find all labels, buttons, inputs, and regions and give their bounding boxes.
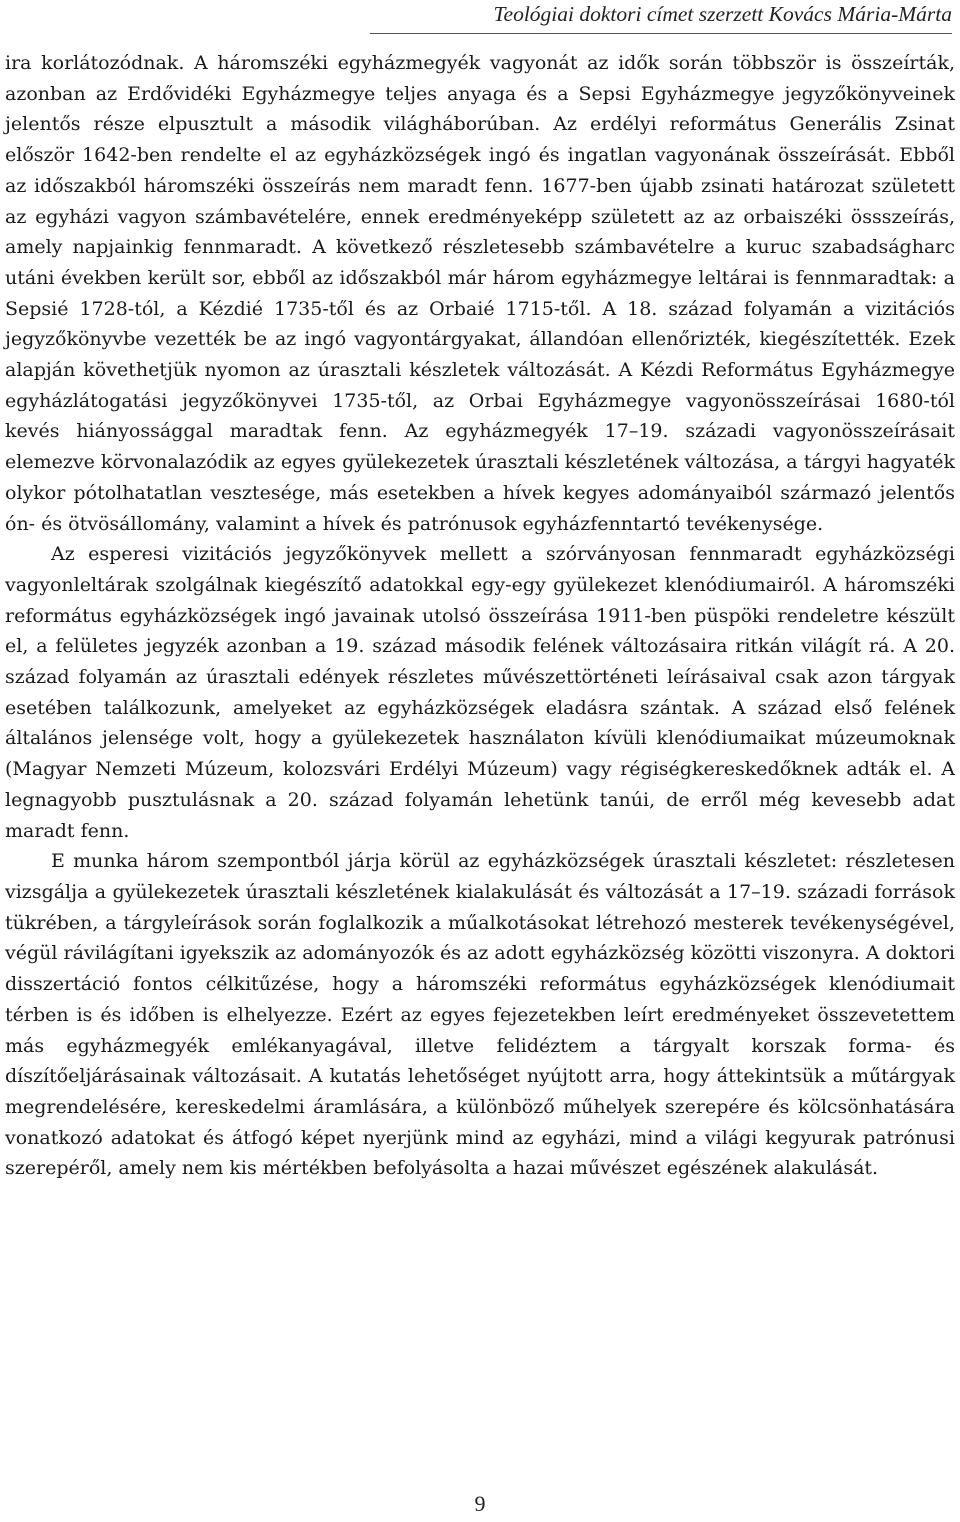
page-number: 9 <box>474 1491 486 1516</box>
paragraph-2: Az esperesi vizitációs jegyzőkönyvek mellett a szórványosan fennmaradt egyházközségi vagyonleltárak szolgálnak kiegészítő adatokkal egy-egy gyülekezet klenódiumairól. A háromszéki református egyházközségek ingó javainak utolsó összeírása 1911-ben püspöki rendeletre készült el, a felületes jegyzék azonban a 19. század második felének változásaira ritkán világít rá. A 20. század folyamán az úrasztali edények részletes művészettörténeti leírásaival csak azon tárgyak esetében találkozunk, amelyeket az egyházközségek eladásra szántak. A század első felének általános jelensége volt, hogy a gyülekezetek használaton kívüli klenódiumaikat múzeumoknak (Magyar Nemzeti Múzeum, kolozsvári Erdélyi Múzeum) vagy régiségkereskedőknek adták el. A legnagyobb pusztulásnak a 20. század folyamán lehetünk tanúi, de erről még kevesebb adat maradt fenn. <box>5 543 955 842</box>
paragraph-1: ira korlátozódnak. A háromszéki egyházmegyék vagyonát az idők során többször is összeírták, azonban az Erdővidéki Egyházmegye teljes anyaga és a Sepsi Egyházmegye jegyzőkönyveinek jelentős része elpusztult a második világháborúban. Az erdélyi református Generális Zsinat először 1642-ben rendelte el az egyházközségek ingó és ingatlan vagyonának összeírását. Ebből az időszakból háromszéki összeírás nem maradt fenn. 1677-ben újabb zsinati határozat született az egyházi vagyon számbavételére, ennek eredményeképp született az az orbaiszéki össszeírás, amely napjainkig fennmaradt. A következő részletesebb számbavételre a kuruc szabadságharc utáni években került sor, ebből az időszakból már három egyházmegye leltárai is fennmaradtak: a Sepsié 1728-tól, a Kézdié 1735-től és az Orbaié 1715-től. A 18. század folyamán a vizitációs jegyzőkönyvbe vezették be az ingó vagyontárgyakat, állandóan ellenőrizték, kiegészítették. Ezek alapján követhetjük nyomon az úrasztali készletek változását. A Kézdi Református Egyházmegye egyházlátogatási jegyzőkönyvei 1735-től, az Orbai Egyházmegye vagyonösszeírásai 1680-tól kevés hiányossággal maradtak fenn. Az egyházmegyék 17–19. századi vagyonösszeírásait elemezve körvonalazódik az egyes gyülekezetek úrasztali készletének változása, a tárgyi hagyaték olykor pótolhatatlan vesztesége, más esetekben a hívek kegyes adományaiból származó jelentős ón- és ötvösállomány, valamint a hívek és patrónusok egyházfenntartó tevékenysége. <box>5 52 955 535</box>
running-header <box>370 0 952 34</box>
body-text <box>5 48 955 1184</box>
paragraph-3: E munka három szempontból járja körül az egyházközségek úrasztali készletet: részletesen vizsgálja a gyülekezetek úrasztali készletének kialakulását és változását a 17–19. századi források tükrében, a tárgyleírások során foglalkozik a műalkotásokat létrehozó mesterek tevékenységével, végül rávilágítani igyekszik az adományozók és az adott egyházközség közötti viszonyra. A doktori disszertáció fontos célkitűzése, hogy a háromszéki református egyházközségek klenódiumait térben is és időben is elhelyezze. Ezért az egyes fejezetekben leírt eredményeket összevetettem más egyházmegyék emlékanyagával, illetve felidéztem a tárgyalt korszak forma- és díszítőeljárásainak változásait. A kutatás lehetőséget nyújtott arra, hogy áttekintsük a műtárgyak megrendelésére, kereskedelmi áramlására, a különböző műhelyek szerepére és kölcsönhatására vonatkozó adatokat és átfogó képet nyerjünk mind az egyházi, mind a világi kegyurak patrónusi szerepéről, amely nem kis mértékben befolyásolta a hazai művészet egészének alakulását. <box>5 850 955 1180</box>
running-header-title: Teológiai doktori címet szerzett Kovács Mária-Márta <box>493 2 952 26</box>
